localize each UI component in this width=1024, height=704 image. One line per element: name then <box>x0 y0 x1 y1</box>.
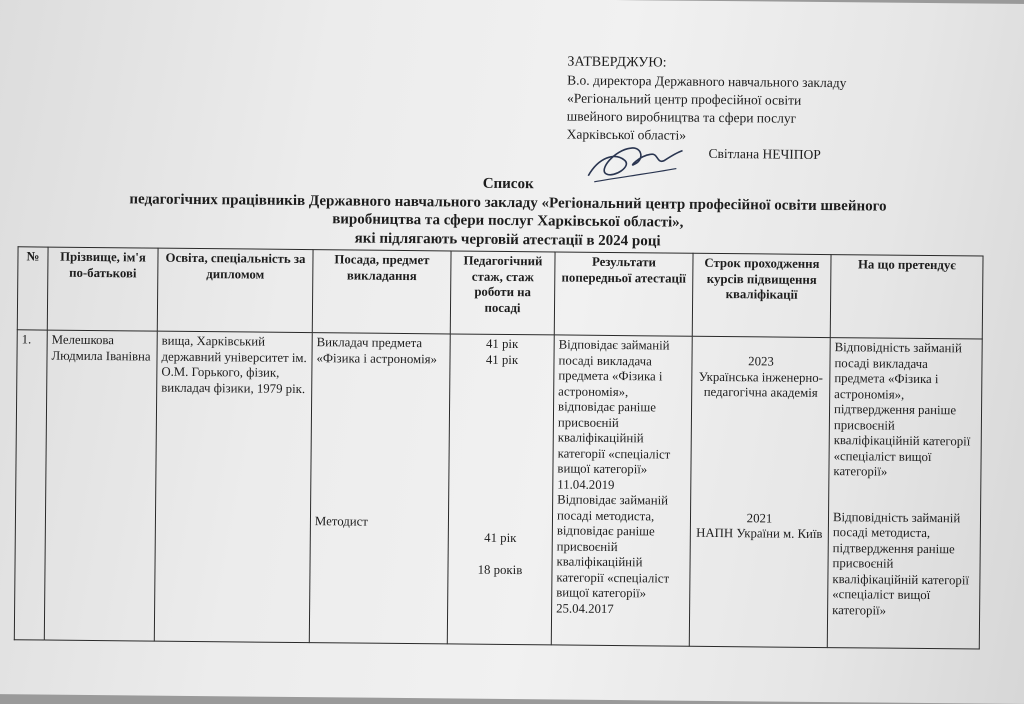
results-teacher-date: 11.04.2019 <box>557 476 615 492</box>
header-position: Посада, предмет викладання <box>312 250 451 334</box>
cell-claim <box>827 338 982 649</box>
course-methodist-year: 2021 <box>746 510 773 526</box>
title-line: Список <box>482 175 534 193</box>
header-num: № <box>17 247 48 330</box>
document-title <box>0 170 1024 254</box>
approval-line: Харківської області» <box>566 126 687 143</box>
position-methodist: Методист <box>314 514 369 529</box>
claim-teacher: Відповідність займаній посаді викладача предмета «Фізика і астрономія», підтвердження раніше присвоєній кваліфікаційній категорії «спеціаліст вищої категорії» <box>833 340 971 479</box>
title-line: виробництва та сфери послуг Харківської області», <box>332 211 684 231</box>
course-methodist-org: НАПН України м. Київ <box>696 525 823 542</box>
cell-name: Мелешкова Людмила Іванівна <box>44 330 157 641</box>
results-teacher: Відповідає займаній посаді викладача предмета «Фізика і астрономія», відповідає раніше присвоєній кваліфікаційній категорії «спеціаліст вищої категорії» <box>557 337 671 477</box>
cell-position <box>309 333 450 644</box>
approval-heading: ЗАТВЕРДЖУЮ: <box>567 54 667 71</box>
header-results: Результати попередньої атестації <box>554 252 693 336</box>
experience-methodist-position: 18 років <box>477 562 523 577</box>
header-experience: Педагогічний стаж, стаж роботи на посаді <box>450 251 555 335</box>
results-methodist-date: 25.04.2017 <box>556 600 614 616</box>
header-claim: На що претендує <box>830 255 983 339</box>
experience-teacher-total: 41 рік <box>486 336 519 352</box>
approval-line: швейного виробництва та сфери послуг <box>566 108 797 126</box>
header-education: Освіта, спеціальність за дипломом <box>157 248 313 332</box>
table-header-row <box>17 247 983 339</box>
approval-line: В.о. директора Державного навчального закладу <box>567 72 847 91</box>
cell-courses <box>689 336 830 647</box>
approval-signer: Світлана НЕЧІПОР <box>708 145 821 162</box>
cell-education: вища, Харківський державний університет ім. О.М. Горького, фізик, викладач фізики, 1979 рік. <box>154 331 312 642</box>
title-line: педагогічних працівників Державного навчального закладу «Регіональний центр професійної освіти швейного <box>129 190 887 215</box>
experience-teacher-position: 41 рік <box>485 352 519 367</box>
experience-methodist-total: 41 рік <box>484 530 517 546</box>
cell-experience <box>447 334 554 644</box>
approval-line: «Регіональний центр професійної освіти <box>566 90 802 108</box>
title-line: які підлягають черговій атестації в 2024 році <box>354 230 661 249</box>
claim-methodist: Відповідність займаній посаді методиста, підтвердження раніше присвоєній кваліфікаційній категорії «спеціаліст вищої категорії» <box>832 509 970 618</box>
cell-num: 1. <box>14 330 47 640</box>
attestation-table <box>14 246 984 649</box>
course-teacher-org: Українська інженерно-педагогічна академія <box>698 369 824 400</box>
header-courses: Строк проходження курсів підвищення кваліфікації <box>692 253 831 337</box>
position-teacher: Викладач предмета «Фізика і астрономія» <box>316 335 438 366</box>
course-teacher-year: 2023 <box>748 354 774 369</box>
table-row <box>14 330 982 649</box>
cell-results <box>551 335 692 646</box>
results-methodist: Відповідає займаній посаді методиста, відповідає раніше присвоєній кваліфікаційній категорії «спеціаліст вищої категорії» <box>556 492 670 601</box>
header-name: Прізвище, ім'я по-батькові <box>47 247 158 331</box>
